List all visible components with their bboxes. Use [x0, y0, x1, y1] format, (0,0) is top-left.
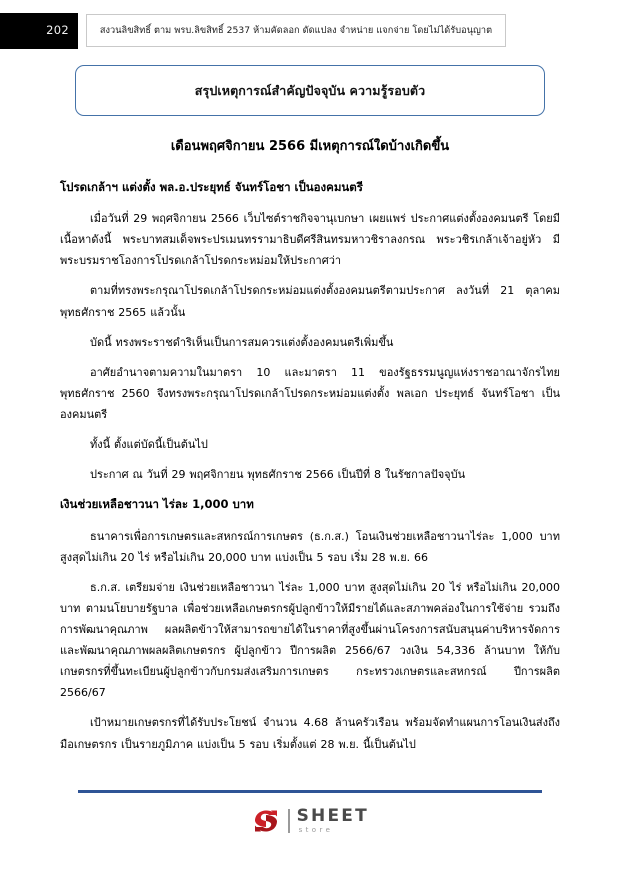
section-heading-1: โปรดเกล้าฯ แต่งตั้ง พล.อ.ประยุทธ์ จันทร์โอชา เป็นองคมนตรี: [60, 179, 363, 194]
logo-primary-text: SHEET: [296, 806, 369, 826]
title-banner-text: สรุปเหตุการณ์สำคัญปัจจุบัน ความรู้รอบตัว: [194, 82, 426, 98]
logo-secondary-text: store: [298, 826, 334, 834]
paragraph: เป้าหมายเกษตรกรที่ได้รับประโยชน์ จำนวน 4.68 ล้านครัวเรือน พร้อมจัดทำแผนการโอนเงินส่งถึงมือเกษตรกร เป็นรายภูมิภาค แบ่งเป็น 5 รอบ เริ่มตั้งแต่ 28 พ.ย. นี้เป็นต้นไป: [60, 716, 560, 751]
page-footer: [0, 790, 620, 860]
page-number-box: [0, 13, 78, 49]
copyright-notice-box: [86, 14, 506, 47]
logo-divider: [288, 809, 290, 833]
title-banner: [75, 65, 545, 116]
document-body: [60, 138, 560, 764]
paragraph: อาศัยอำนาจตามความในมาตรา 10 และมาตรา 11 ของรัฐธรรมนูญแห่งราชอาณาจักรไทย พุทธศักราช 2560 จึงทรงพระกรุณาโปรดเกล้าโปรดกระหม่อมแต่งตั้ง พลเอก ประยุทธ์ จันทร์โอชา เป็นองคมนตรี: [60, 365, 560, 421]
page-number: 202: [46, 23, 69, 38]
paragraph: ตามที่ทรงพระกรุณาโปรดเกล้าโปรดกระหม่อมแต่งตั้งองคมนตรีตามประกาศ ลงวันที่ 21 ตุลาคม พุทธศักราช 2565 แล้วนั้น: [60, 284, 560, 319]
footer-divider: [78, 790, 542, 793]
page-header: [0, 13, 620, 49]
paragraph: บัดนี้ ทรงพระราชดำริเห็นเป็นการสมควรแต่งตั้งองคมนตรีเพิ่มขึ้น: [90, 335, 394, 349]
paragraph: เมื่อวันที่ 29 พฤศจิกายน 2566 เว็บไซต์ราชกิจจานุเบกษา เผยแพร่ ประกาศแต่งตั้งองคมนตรี โดยมีเนื้อหาดังนี้ พระบาทสมเด็จพระปรเมนทรรามาธิบดีศรีสินทรมหาวชิราลงกรณ พระวชิรเกล้าเจ้าอยู่หัว มีพระบรมราชโองการโปรดเกล้าโปรดกระหม่อมให้ประกาศว่า: [60, 212, 560, 268]
footer-logo: [0, 806, 620, 836]
paragraph: ธนาคารเพื่อการเกษตรและสหกรณ์การเกษตร (ธ.ก.ส.) โอนเงินช่วยเหลือชาวนาไร่ละ 1,000 บาท สูงสุดไม่เกิน 20 ไร่ หรือไม่เกิน 20,000 บาท แบ่งเป็น 5 รอบ เริ่ม 28 พ.ย. 66: [60, 529, 560, 564]
sheet-store-logo-icon: [251, 806, 281, 836]
paragraph: ทั้งนี้ ตั้งแต่บัดนี้เป็นต้นไป: [90, 438, 208, 452]
section-heading-2: เงินช่วยเหลือชาวนา ไร่ละ 1,000 บาท: [60, 497, 254, 512]
page-title: เดือนพฤศจิกายน 2566 มีเหตุการณ์ใดบ้างเกิดขึ้น: [170, 139, 450, 154]
logo-wordmark: [297, 808, 369, 834]
paragraph: ธ.ก.ส. เตรียมจ่าย เงินช่วยเหลือชาวนา ไร่ละ 1,000 บาท สูงสุดไม่เกิน 20 ไร่ หรือไม่เกิน 20,000 บาท ตามนโยบายรัฐบาล เพื่อช่วยเหลือเกษตรกรผู้ปลูกข้าวให้มีรายได้และสภาพคล่องในการใช้จ่าย รวมถึงการพัฒนาคุณภาพ ผลผลิตข้าวให้สามารถขายได้ในราคาที่สูงขึ้นผ่านโครงการสนับสนุนค่าบริหารจัดการและพัฒนาคุณภาพผลผลิตเกษตรกร ผู้ปลูกข้าว ปีการผลิต 2566/67 วงเงิน 54,336 ล้านบาท ให้กับเกษตรกรที่ขึ้นทะเบียนผู้ปลูกข้าวกับกรมส่งเสริมการเกษตร กระทรวงเกษตรและสหกรณ์ ปีการผลิต 2566/67: [60, 580, 560, 700]
paragraph: ประกาศ ณ วันที่ 29 พฤศจิกายน พุทธศักราช 2566 เป็นปีที่ 8 ในรัชกาลปัจจุบัน: [90, 468, 466, 482]
copyright-notice-text: สงวนลิขสิทธิ์ ตาม พรบ.ลิขสิทธิ์ 2537 ห้ามคัดลอก ดัดแปลง จำหน่าย แจกจ่าย โดยไม่ได้รับอนุญาต: [99, 25, 493, 36]
